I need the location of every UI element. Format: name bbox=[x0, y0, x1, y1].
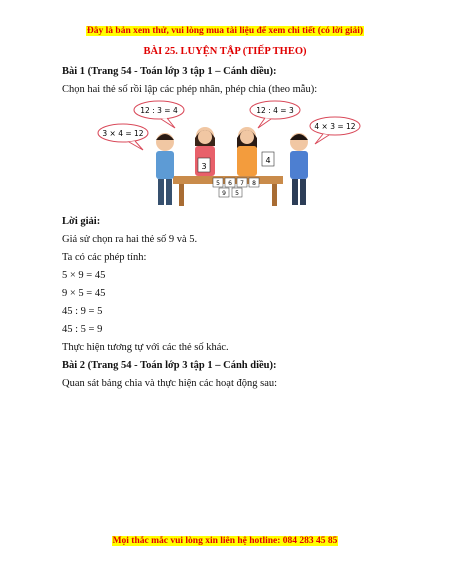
child-figure bbox=[290, 133, 308, 205]
svg-text:9: 9 bbox=[222, 190, 226, 197]
svg-text:5: 5 bbox=[235, 190, 239, 197]
hotline-banner-text: Mọi thắc mắc vui lòng xin liên hệ hotline: 084 283 45 85 bbox=[112, 536, 338, 546]
speech-bubble bbox=[98, 124, 148, 150]
svg-text:3: 3 bbox=[201, 162, 207, 171]
number-card bbox=[213, 178, 223, 187]
table-leg bbox=[179, 184, 184, 206]
solution-line: 45 : 9 = 5 bbox=[62, 306, 103, 317]
exercise-1-prompt: Chọn hai thẻ số rồi lập các phép nhân, phép chia (theo mẫu): bbox=[62, 84, 318, 95]
exercise-2-heading: Bài 2 (Trang 54 - Toán lớp 3 tập 1 – Cánh diều): bbox=[62, 360, 277, 371]
solution-line: 9 × 5 = 45 bbox=[62, 288, 106, 299]
bubble-text: 12 : 4 = 3 bbox=[256, 106, 294, 115]
number-card bbox=[219, 188, 229, 197]
svg-text:7: 7 bbox=[240, 180, 244, 187]
number-card bbox=[232, 188, 242, 197]
solution-line: Giả sử chọn ra hai thẻ số 9 và 5. bbox=[62, 234, 198, 245]
exercise-1-heading: Bài 1 (Trang 54 - Toán lớp 3 tập 1 – Cánh diều): bbox=[62, 66, 277, 77]
svg-text:6: 6 bbox=[228, 180, 232, 187]
svg-text:5: 5 bbox=[216, 180, 220, 187]
bubble-text: 12 : 3 = 4 bbox=[140, 106, 178, 115]
child-figure bbox=[237, 127, 257, 176]
children-illustration bbox=[95, 96, 363, 208]
lesson-title: BÀI 25. LUYỆN TẬP (TIẾP THEO) bbox=[143, 46, 307, 57]
exercise-2-prompt: Quan sát bảng chia và thực hiện các hoạt động sau: bbox=[62, 378, 278, 389]
solution-line: 5 × 9 = 45 bbox=[62, 270, 106, 281]
solution-line: Ta có các phép tính: bbox=[62, 252, 147, 263]
number-card bbox=[237, 178, 247, 187]
speech-bubble bbox=[250, 101, 300, 128]
number-card bbox=[262, 152, 274, 166]
child-figure bbox=[156, 133, 174, 205]
speech-bubble bbox=[310, 117, 360, 144]
preview-banner bbox=[0, 26, 450, 36]
preview-banner-text: Đây là bản xem thử, vui lòng mua tài liệu để xem chi tiết (có lời giải) bbox=[86, 26, 364, 36]
table-leg bbox=[272, 184, 277, 206]
bubble-text: 3 × 4 = 12 bbox=[102, 129, 144, 138]
svg-text:8: 8 bbox=[252, 180, 256, 187]
bubble-text: 4 × 3 = 12 bbox=[314, 122, 356, 131]
speech-bubble bbox=[134, 101, 184, 128]
number-card bbox=[198, 158, 210, 172]
hotline-banner bbox=[0, 536, 450, 546]
svg-text:4: 4 bbox=[265, 156, 271, 165]
solution-heading: Lời giải: bbox=[62, 216, 101, 227]
solution-line: Thực hiện tương tự với các thẻ số khác. bbox=[62, 342, 229, 353]
number-card bbox=[225, 178, 235, 187]
solution-line: 45 : 5 = 9 bbox=[62, 324, 103, 335]
number-card bbox=[249, 178, 259, 187]
